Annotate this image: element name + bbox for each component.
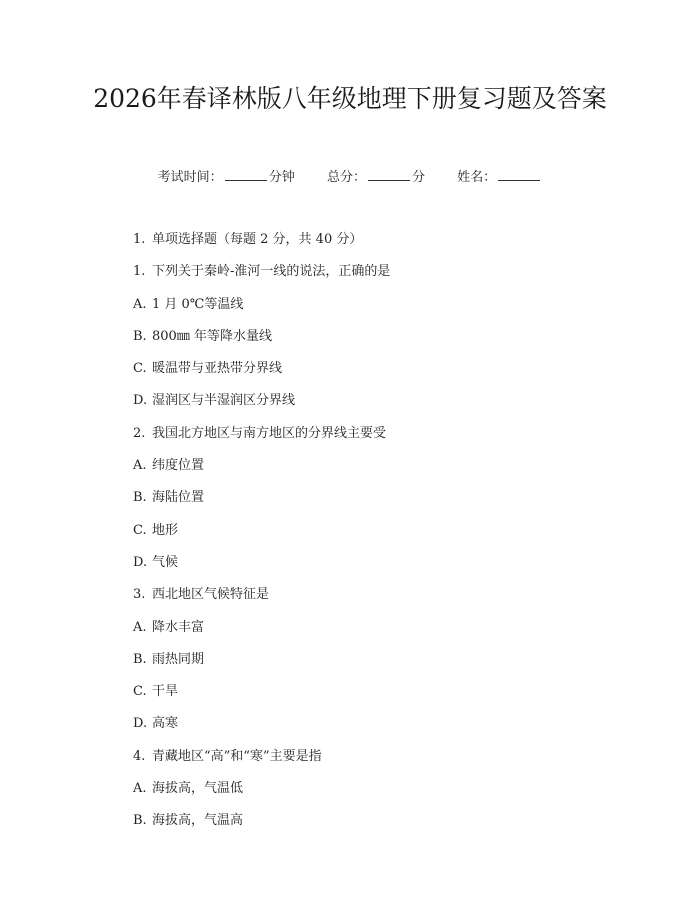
line-text: 海拔高，气温高	[152, 813, 244, 829]
line-label: 4.	[133, 748, 146, 764]
line-label: A.	[133, 296, 147, 312]
line-text: 降水丰富	[152, 619, 205, 635]
answer-option	[133, 521, 653, 553]
question-stem	[133, 585, 653, 617]
answer-option	[133, 359, 653, 391]
answer-option	[133, 650, 653, 682]
answer-option	[133, 811, 653, 843]
exam-time-unit: 分钟	[268, 170, 295, 185]
line-label: B.	[133, 651, 147, 667]
line-text: 地形	[152, 522, 179, 538]
answer-option	[133, 456, 653, 488]
line-label: C.	[133, 361, 147, 377]
line-label: A.	[133, 619, 147, 635]
line-text: 800㎜ 年等降水量线	[152, 328, 272, 344]
answer-option	[133, 714, 653, 746]
section-heading	[133, 230, 653, 262]
line-text: 高寒	[152, 716, 179, 732]
line-text: 单项选择题（每题 2 分，共 40 分）	[152, 232, 363, 247]
answer-option	[133, 391, 653, 423]
line-label: D.	[133, 393, 148, 409]
line-label: A.	[133, 458, 147, 474]
line-label: 3.	[133, 587, 146, 603]
line-text: 我国北方地区与南方地区的分界线主要受	[152, 425, 387, 441]
question-stem	[133, 424, 653, 456]
line-label: B.	[133, 328, 147, 344]
line-label: D.	[133, 716, 148, 732]
answer-option	[133, 488, 653, 520]
exam-time-label: 考试时间：	[157, 170, 223, 185]
answer-option	[133, 682, 653, 714]
student-name-blank	[498, 167, 540, 181]
answer-option	[133, 295, 653, 327]
line-label: 2.	[133, 425, 146, 441]
exam-time-blank	[225, 167, 267, 181]
line-label: B.	[133, 813, 147, 829]
line-text: 青藏地区“高”和“寒”主要是指	[152, 748, 322, 764]
total-score-blank	[368, 167, 410, 181]
student-name-label: 姓名：	[457, 170, 497, 185]
line-label: B.	[133, 490, 147, 506]
answer-option	[133, 553, 653, 585]
line-label: C.	[133, 522, 147, 538]
line-text: 湿润区与半湿润区分界线	[152, 393, 296, 409]
line-text: 雨热同期	[152, 651, 205, 667]
answer-option	[133, 618, 653, 650]
line-text: 1 月 0℃等温线	[152, 296, 244, 312]
answer-option	[133, 779, 653, 811]
exam-info-line	[0, 167, 700, 188]
line-label: A.	[133, 781, 147, 797]
line-text: 纬度位置	[152, 458, 205, 474]
question-list	[133, 230, 653, 844]
line-label: D.	[133, 554, 148, 570]
total-score-unit: 分	[412, 170, 426, 185]
line-text: 干旱	[152, 684, 179, 700]
line-text: 海拔高，气温低	[152, 781, 244, 797]
line-text: 下列关于秦岭-淮河一线的说法，正确的是	[152, 264, 391, 280]
line-text: 暖温带与亚热带分界线	[152, 361, 283, 377]
line-text: 气候	[152, 554, 179, 570]
answer-option	[133, 327, 653, 359]
line-label: C.	[133, 684, 147, 700]
total-score-label: 总分：	[326, 170, 366, 185]
line-label: 1.	[133, 232, 146, 247]
question-stem	[133, 262, 653, 294]
document-title: 2026年春译林版八年级地理下册复习题及答案	[93, 84, 607, 113]
line-text: 海陆位置	[152, 490, 205, 506]
line-label: 1.	[133, 264, 146, 280]
question-stem	[133, 747, 653, 779]
line-text: 西北地区气候特征是	[152, 587, 270, 603]
